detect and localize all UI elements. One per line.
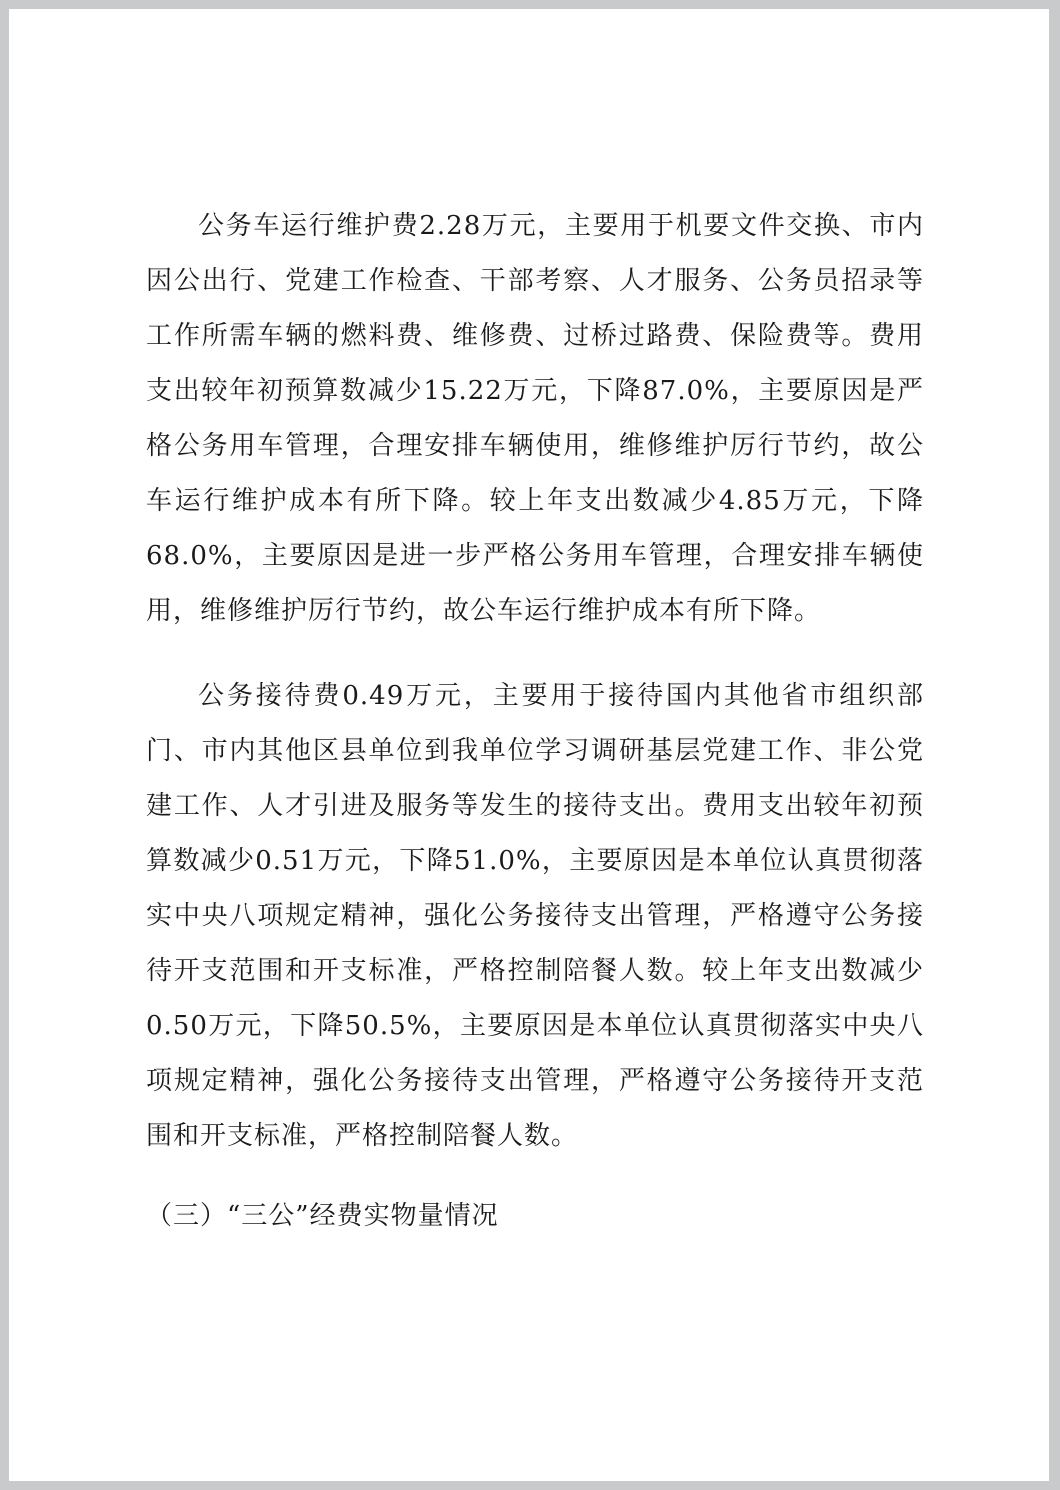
paragraph-vehicle-maintenance: 公务车运行维护费2.28万元，主要用于机要文件交换、市内因公出行、党建工作检查、干部考察、人才服务、公务员招录等工作所需车辆的燃料费、维修费、过桥过路费、保险费等。费用支出较年初预算数减少15.22万元，下降87.0%，主要原因是严格公务用车管理，合理安排车辆使用，维修维护厉行节约，故公车运行维护成本有所下降。较上年支出数减少4.85万元，下降68.0%，主要原因是进一步严格公务用车管理，合理安排车辆使用，维修维护厉行节约，故公车运行维护成本有所下降。	[146, 211, 924, 626]
document-body	[146, 199, 924, 1244]
document-page	[9, 9, 1049, 1481]
paragraph-reception-expense: 公务接待费0.49万元，主要用于接待国内其他省市组织部门、市内其他区县单位到我单位学习调研基层党建工作、非公党建工作、人才引进及服务等发生的接待支出。费用支出较年初预算数减少0.51万元，下降51.0%，主要原因是本单位认真贯彻落实中央八项规定精神，强化公务接待支出管理，严格遵守公务接待开支范围和开支标准，严格控制陪餐人数。较上年支出数减少0.50万元，下降50.5%，主要原因是本单位认真贯彻落实中央八项规定精神，强化公务接待支出管理，严格遵守公务接待开支范围和开支标准，严格控制陪餐人数。	[146, 681, 924, 1151]
section-heading: （三）“三公”经费实物量情况	[146, 1201, 499, 1231]
